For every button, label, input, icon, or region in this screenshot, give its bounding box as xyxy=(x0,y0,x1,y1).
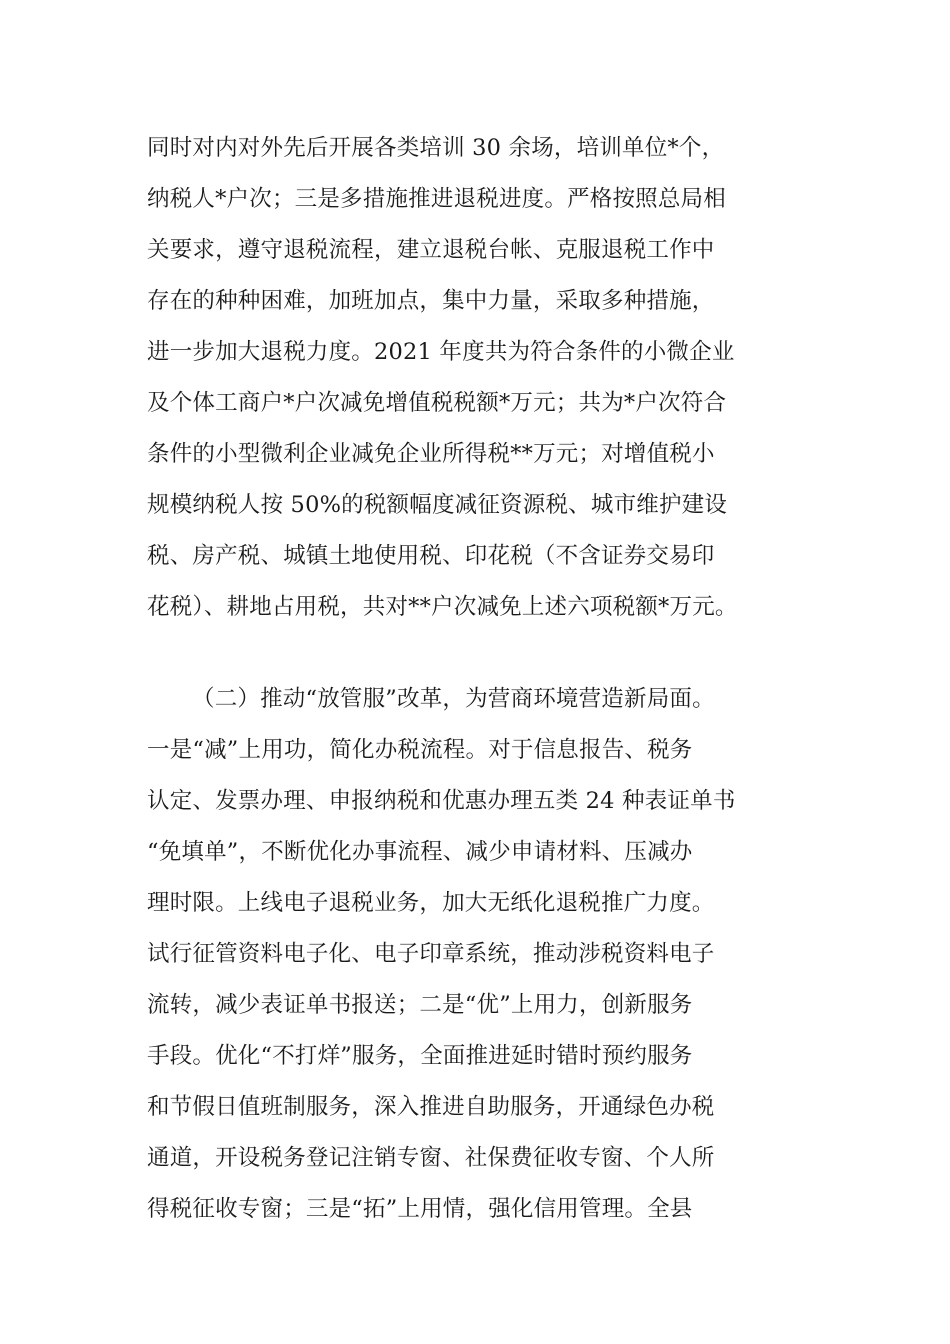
paragraph-line: 规模纳税人按 50%的税额幅度减征资源税、城市维护建设 xyxy=(147,492,728,518)
paragraph-line: 关要求，遵守退税流程，建立退税台帐、克服退税工作中 xyxy=(147,237,715,263)
paragraph-line: 得税征收专窗；三是“拓”上用情，强化信用管理。全县 xyxy=(147,1196,693,1222)
paragraph-line: 条件的小型微利企业减免企业所得税**万元；对增值税小 xyxy=(147,441,715,467)
paragraph-line: 和节假日值班制服务，深入推进自助服务，开通绿色办税 xyxy=(147,1094,715,1120)
paragraph-line: 一是“减”上用功，简化办税流程。对于信息报告、税务 xyxy=(147,737,693,763)
paragraph-line: 通道，开设税务登记注销专窗、社保费征收专窗、个人所 xyxy=(147,1145,715,1171)
paragraph-line: “免填单”，不断优化办事流程、减少申请材料、压减办 xyxy=(147,839,693,865)
paragraph-line: 税、房产税、城镇土地使用税、印花税（不含证券交易印 xyxy=(147,543,715,569)
paragraph-line: 进一步加大退税力度。2021 年度共为符合条件的小微企业 xyxy=(147,339,735,365)
paragraph-line: 理时限。上线电子退税业务，加大无纸化退税推广力度。 xyxy=(147,890,715,916)
paragraph-line: 手段。优化“不打烊”服务，全面推进延时错时预约服务 xyxy=(147,1043,693,1069)
paragraph-line: 同时对内对外先后开展各类培训 30 余场，培训单位*个， xyxy=(147,135,725,161)
paragraph-line: 流转，减少表证单书报送；二是“优”上用力，创新服务 xyxy=(147,992,693,1018)
paragraph-line: 存在的种种困难，加班加点，集中力量，采取多种措施， xyxy=(147,288,715,314)
paragraph-line: 纳税人*户次；三是多措施推进退税进度。严格按照总局相 xyxy=(147,186,726,212)
paragraph-line: 认定、发票办理、申报纳税和优惠办理五类 24 种表证单书 xyxy=(147,788,736,814)
section-heading-line: （二）推动“放管服”改革，为营商环境营造新局面。 xyxy=(192,686,715,712)
paragraph-line: 花税）、耕地占用税，共对**户次减免上述六项税额*万元。 xyxy=(147,594,738,620)
paragraph-line: 试行征管资料电子化、电子印章系统，推动涉税资料电子 xyxy=(147,941,715,967)
paragraph-line: 及个体工商户*户次减免增值税税额*万元；共为*户次符合 xyxy=(147,390,727,416)
